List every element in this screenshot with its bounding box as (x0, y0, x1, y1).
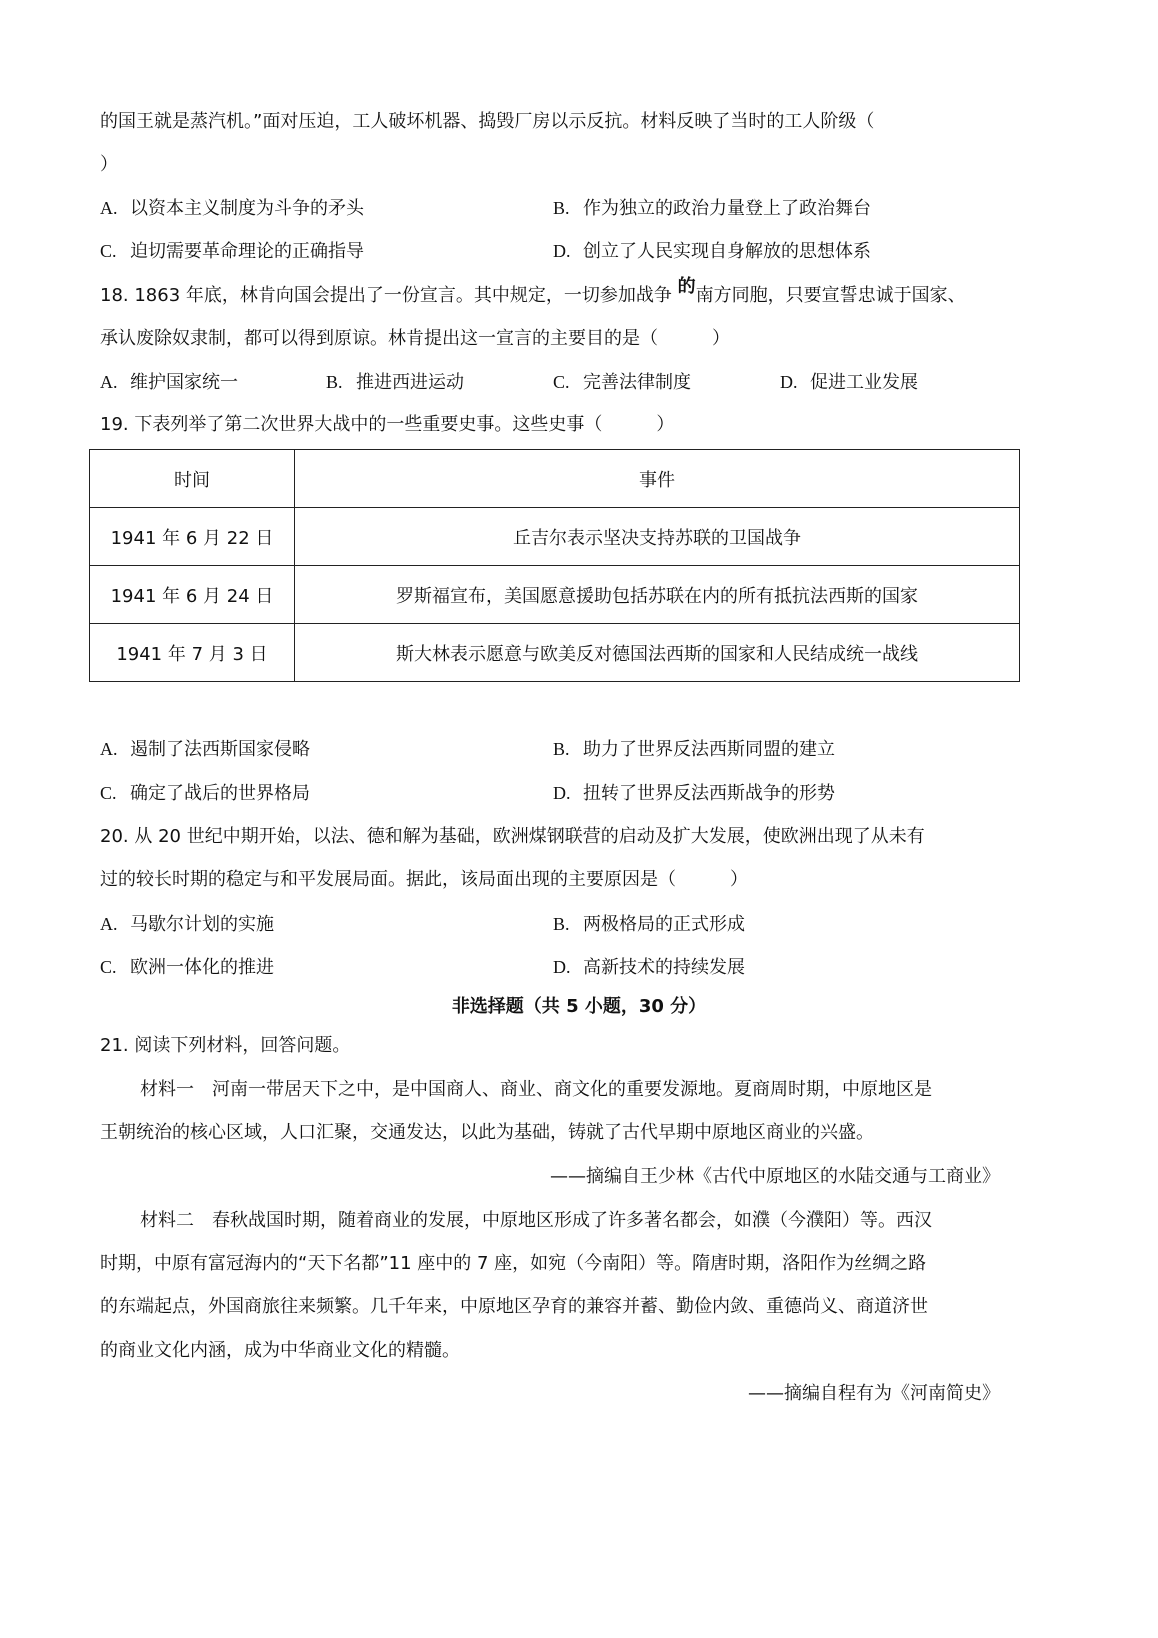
cell-time: 1941 年 6 月 22 日 (90, 508, 295, 566)
text: 的 (677, 276, 696, 297)
q19-option-d (553, 781, 835, 806)
option-text: 促进工业发展 (810, 372, 918, 393)
q18-option-a (100, 370, 238, 395)
option-text: 高新技术的持续发展 (583, 957, 745, 978)
q20-option-d (553, 955, 745, 980)
option-text: 确定了战后的世界格局 (130, 783, 310, 804)
option-text: 推进西进运动 (356, 372, 464, 393)
section-heading: 非选择题（共 5 小题，30 分） (451, 996, 707, 1017)
q19-stem: 19. 下表列举了第二次世界大战中的一些重要史事。这些史事（ ） (100, 414, 675, 435)
material-one-line: 材料一 河南一带居天下之中，是中国商人、商业、商文化的重要发源地。夏商周时期，中原地区是 (140, 1079, 932, 1100)
option-text: 作为独立的政治力量登上了政治舞台 (583, 198, 871, 219)
option-text: 两极格局的正式形成 (583, 914, 745, 935)
q18-option-d (780, 370, 918, 395)
table-row (90, 508, 1020, 566)
q18-option-c (553, 370, 691, 395)
option-key: D. (780, 372, 798, 392)
option-key: B. (553, 914, 570, 934)
option-text: 遏制了法西斯国家侵略 (130, 739, 310, 760)
text: 18. 1863 年底，林肯向国会提出了一份宣言。其中规定，一切参加战争 (100, 285, 678, 306)
q17-stem-close: ） (100, 154, 118, 175)
option-key: C. (100, 241, 117, 261)
material-one-line: 王朝统治的核心区域，人口汇聚，交通发达，以此为基础，铸就了古代早期中原地区商业的兴盛。 (100, 1122, 874, 1143)
q19-table (89, 449, 1020, 682)
q17-option-c (100, 239, 364, 264)
q17-option-b (553, 196, 871, 221)
table-row (90, 566, 1020, 624)
q17-stem: 的国王就是蒸汽机。”面对压迫，工人破坏机器、捣毁厂房以示反抗。材料反映了当时的工人阶级（ (100, 111, 875, 132)
option-text: 以资本主义制度为斗争的矛头 (130, 198, 364, 219)
option-key: C. (553, 372, 570, 392)
q20-stem-line2: 过的较长时期的稳定与和平发展局面。据此，该局面出现的主要原因是（ ） (100, 869, 748, 890)
table-header-row (90, 450, 1020, 508)
material-two-line: 的商业文化内涵，成为中华商业文化的精髓。 (100, 1340, 460, 1361)
q18-stem-line1 (100, 276, 966, 308)
cell-event: 斯大林表示愿意与欧美反对德国法西斯的国家和人民结成统一战线 (295, 624, 1020, 682)
option-key: A. (100, 914, 118, 934)
q17-option-a (100, 196, 364, 221)
option-text: 助力了世界反法西斯同盟的建立 (583, 739, 835, 760)
option-text: 维护国家统一 (130, 372, 238, 393)
cell-time: 1941 年 6 月 24 日 (90, 566, 295, 624)
option-key: D. (553, 957, 571, 977)
q19-option-c (100, 781, 310, 806)
option-text: 扭转了世界反法西斯战争的形势 (583, 783, 835, 804)
q20-option-c (100, 955, 274, 980)
header-event: 事件 (295, 450, 1020, 508)
option-key: D. (553, 783, 571, 803)
option-key: D. (553, 241, 571, 261)
option-text: 欧洲一体化的推进 (130, 957, 274, 978)
option-key: A. (100, 372, 118, 392)
option-key: C. (100, 957, 117, 977)
option-key: B. (553, 198, 570, 218)
table-row (90, 624, 1020, 682)
cell-time: 1941 年 7 月 3 日 (90, 624, 295, 682)
q20-option-b (553, 912, 745, 937)
q18-option-b (326, 370, 464, 395)
q17-option-d (553, 239, 871, 264)
material-two-line: 材料二 春秋战国时期，随着商业的发展，中原地区形成了许多著名都会，如濮（今濮阳）等。西汉 (140, 1210, 932, 1231)
option-text: 创立了人民实现自身解放的思想体系 (583, 241, 871, 262)
q19-option-b (553, 737, 835, 762)
material-two-source: ——摘编自程有为《河南简史》 (748, 1383, 1000, 1404)
text: 南方同胞，只要宣誓忠诚于国家、 (695, 285, 966, 306)
q21-stem: 21. 阅读下列材料，回答问题。 (100, 1035, 351, 1056)
option-key: A. (100, 198, 118, 218)
option-key: B. (326, 372, 343, 392)
material-one-source: ——摘编自王少林《古代中原地区的水陆交通与工商业》 (550, 1166, 1000, 1187)
cell-event: 丘吉尔表示坚决支持苏联的卫国战争 (295, 508, 1020, 566)
q19-option-a (100, 737, 310, 762)
q18-stem-line2: 承认废除奴隶制，都可以得到原谅。林肯提出这一宣言的主要目的是（ ） (100, 328, 730, 349)
option-text: 马歇尔计划的实施 (130, 914, 274, 935)
option-key: A. (100, 739, 118, 759)
header-time: 时间 (90, 450, 295, 508)
option-text: 迫切需要革命理论的正确指导 (130, 241, 364, 262)
option-text: 完善法律制度 (583, 372, 691, 393)
q20-option-a (100, 912, 274, 937)
option-key: C. (100, 783, 117, 803)
material-two-line: 的东端起点，外国商旅往来频繁。几千年来，中原地区孕育的兼容并蓄、勤俭内敛、重德尚义、商道济世 (100, 1296, 928, 1317)
cell-event: 罗斯福宣布，美国愿意援助包括苏联在内的所有抵抗法西斯的国家 (295, 566, 1020, 624)
option-key: B. (553, 739, 570, 759)
q20-stem-line1: 20. 从 20 世纪中期开始，以法、德和解为基础，欧洲煤钢联营的启动及扩大发展，使欧洲出现了从未有 (100, 826, 925, 847)
material-two-line: 时期，中原有富冠海内的“天下名都”11 座中的 7 座，如宛（今南阳）等。隋唐时期，洛阳作为丝绸之路 (100, 1253, 927, 1274)
